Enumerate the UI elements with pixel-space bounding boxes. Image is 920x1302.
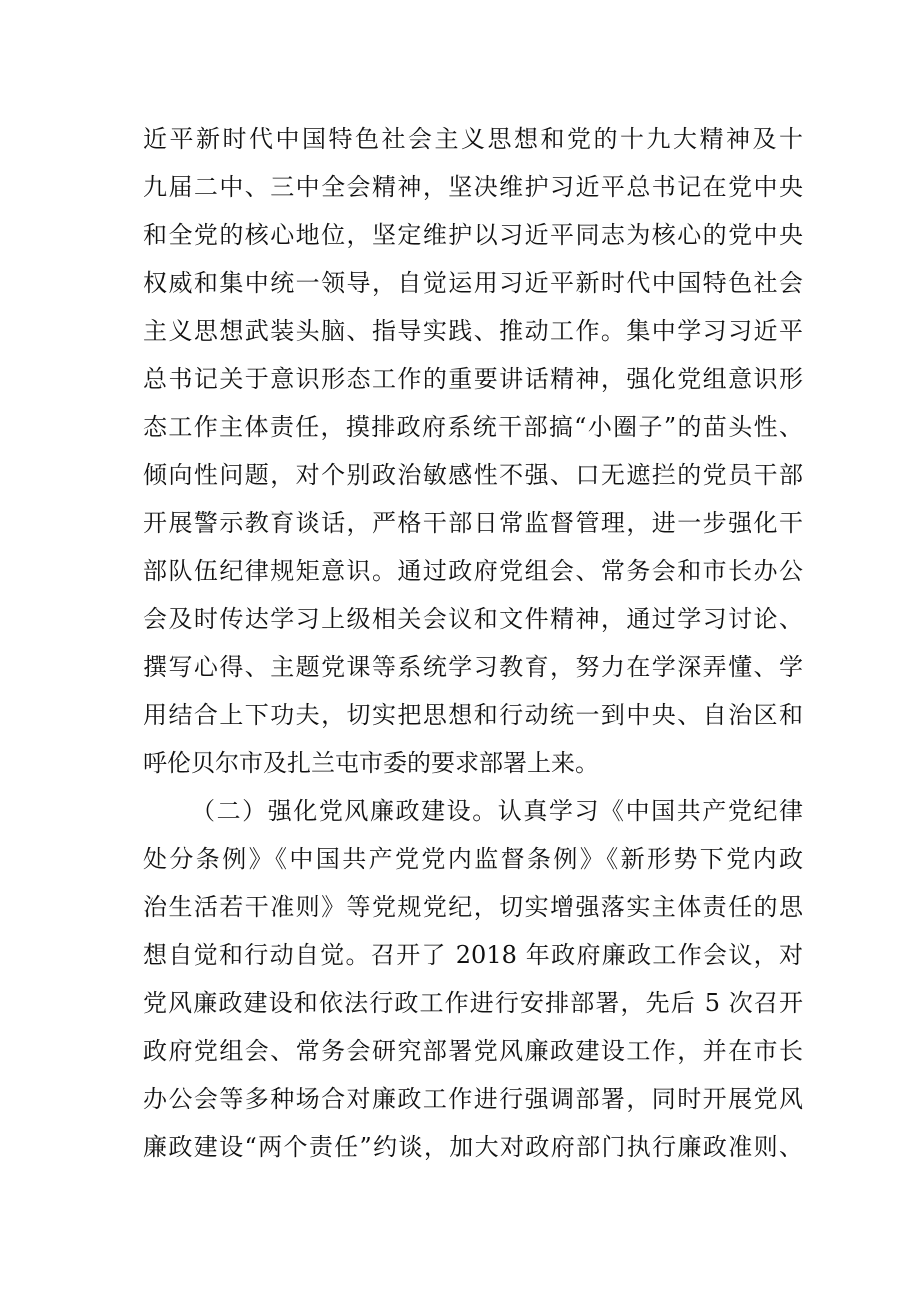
text-line-17: 治生活若干准则》等党规党纪，切实增强落实主体责任的思 (143, 893, 803, 921)
text-line-6: 总书记关于意识形态工作的重要讲话精神，强化党组意识形 (143, 365, 803, 393)
text-line-7: 态工作主体责任，摸排政府系统干部搞“小圈子”的苗头性、 (143, 413, 803, 441)
text-line-1: 近平新时代中国特色社会主义思想和党的十九大精神及十 (143, 125, 803, 153)
section-heading-line: （二）强化党风廉政建设。认真学习《中国共产党纪律 (191, 797, 803, 825)
text-line-10: 部队伍纪律规矩意识。通过政府党组会、常务会和市长办公 (143, 557, 803, 585)
text-line-19: 党风廉政建设和依法行政工作进行安排部署，先后 5 次召开 (143, 989, 803, 1017)
text-line-2: 九届二中、三中全会精神，坚决维护习近平总书记在党中央 (143, 173, 803, 201)
text-line-13: 用结合上下功夫，切实把思想和行动统一到中央、自治区和 (143, 701, 803, 729)
text-line-11: 会及时传达学习上级相关会议和文件精神，通过学习讨论、 (143, 605, 803, 633)
text-line-16: 处分条例》《中国共产党党内监督条例》《新形势下党内政 (143, 845, 803, 873)
text-line-18: 想自觉和行动自觉。召开了 2018 年政府廉政工作会议，对 (143, 941, 803, 969)
text-line-22: 廉政建设“两个责任”约谈，加大对政府部门执行廉政准则、 (143, 1133, 803, 1161)
text-line-14: 呼伦贝尔市及扎兰屯市委的要求部署上来。 (143, 749, 599, 777)
text-line-3: 和全党的核心地位，坚定维护以习近平同志为核心的党中央 (143, 221, 803, 249)
text-line-9: 开展警示教育谈话，严格干部日常监督管理，进一步强化干 (143, 509, 803, 537)
text-line-5: 主义思想武装头脑、指导实践、推动工作。集中学习习近平 (143, 317, 803, 345)
text-line-21: 办公会等多种场合对廉政工作进行强调部署，同时开展党风 (143, 1085, 803, 1113)
text-line-4: 权威和集中统一领导，自觉运用习近平新时代中国特色社会 (143, 269, 803, 297)
text-line-12: 撰写心得、主题党课等系统学习教育，努力在学深弄懂、学 (143, 653, 803, 681)
text-line-20: 政府党组会、常务会研究部署党风廉政建设工作，并在市长 (143, 1037, 803, 1065)
text-line-8: 倾向性问题，对个别政治敏感性不强、口无遮拦的党员干部 (143, 461, 803, 489)
